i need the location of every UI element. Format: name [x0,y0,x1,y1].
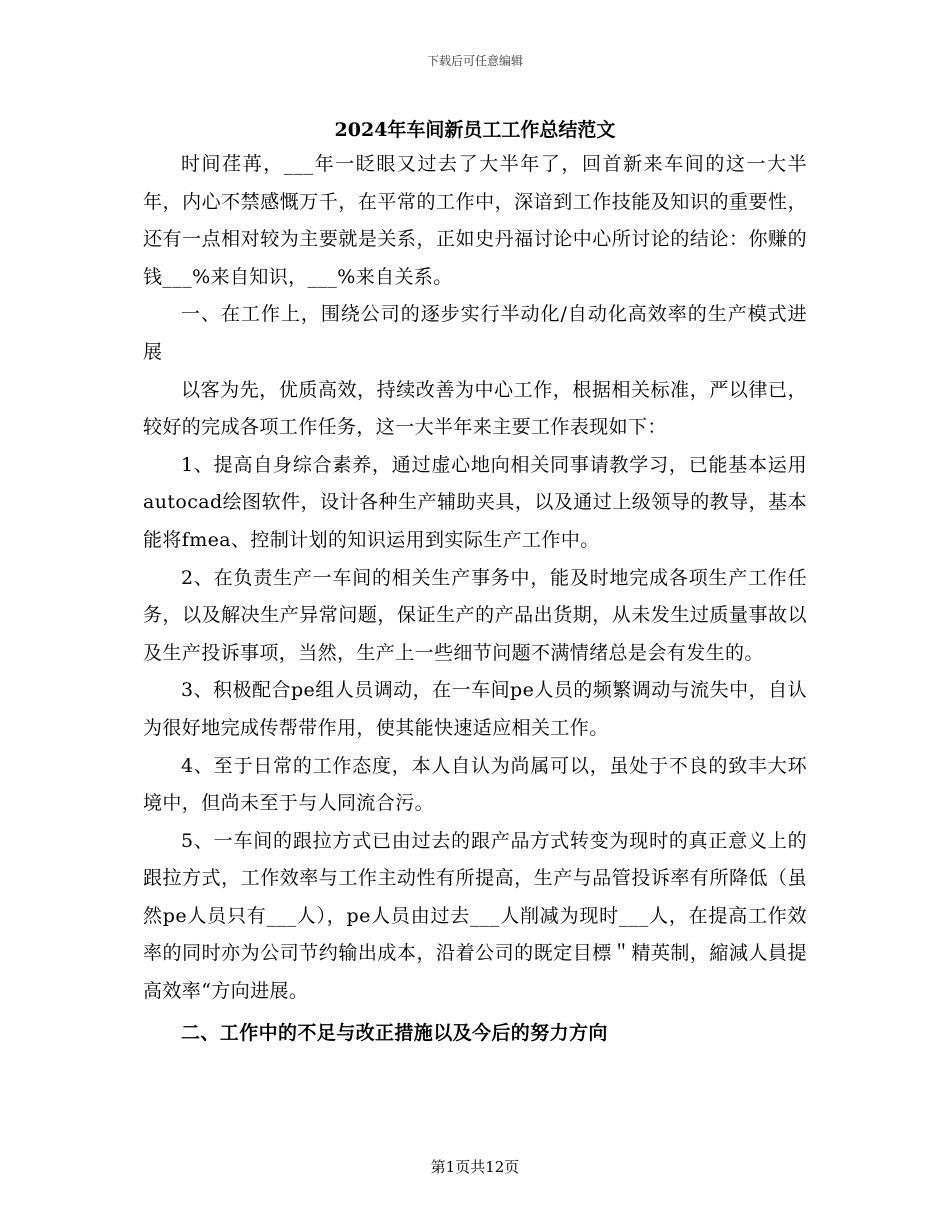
list-item-3: 3、积极配合pe组人员调动，在一车间pe人员的频繁调动与流失中，自认为很好地完成传帮带作用，使其能快速适应相关工作。 [143,679,807,739]
paragraph-principles: 以客为先，优质高效，持续改善为中心工作，根据相关标准，严以律已，较好的完成各项工作任务，这一大半年来主要工作表现如下： [143,378,807,439]
document-body [143,146,807,1052]
section-1-heading: 一、在工作上，围绕公司的逐步实行半动化/自动化高效率的生产模式进展 [143,303,807,363]
paragraph-intro: 时间荏苒，___年一眨眼又过去了大半年了，回首新来车间的这一大半年，内心不禁感慨万千，在平常的工作中，深谙到工作技能及知识的重要性，还有一点相对较为主要就是关系，正如史丹福讨论中心所讨论的结论：你赚的钱___%来自知识，___%来自关系。 [143,153,807,288]
list-item-1: 1、提高自身综合素养，通过虚心地向相关同事请教学习，已能基本运用autocad绘图软件，设计各种生产辅助夹具，以及通过上级领导的教导，基本能将fmea、控制计划的知识运用到实际生产工作中。 [143,453,807,551]
page-header: 下载后可任意编辑 [426,54,523,68]
list-item-2: 2、在负责生产一车间的相关生产事务中，能及时地完成各项生产工作任务，以及解决生产异常问题，保证生产的产品出货期，从未发生过质量事故以及生产投诉事项，当然，生产上一些细节问题不满情绪总是会有发生的。 [143,566,807,664]
list-item-4: 4、至于日常的工作态度，本人自认为尚属可以，虽处于不良的致丰大环境中，但尚未至于与人同流合污。 [143,754,807,815]
section-2-heading: 二、工作中的不足与改正措施以及今后的努力方向 [181,1021,608,1044]
document-title: 2024年车间新员工工作总结范文 [334,119,616,141]
page-number-footer: 第1页共12页 [430,1158,520,1176]
list-item-5: 5、一车间的跟拉方式已由过去的跟产品方式转变为现时的真正意义上的跟拉方式，工作效率与工作主动性有所提高，生产与品管投诉率有所降低（虽然pe人员只有___人），pe人员由过去___人削减为现时___人，在提高工作效率的同时亦为公司节约输出成本，沿着公司的既定目標＂精英制，縮減人員提高效率“方向进展。 [143,829,807,1003]
